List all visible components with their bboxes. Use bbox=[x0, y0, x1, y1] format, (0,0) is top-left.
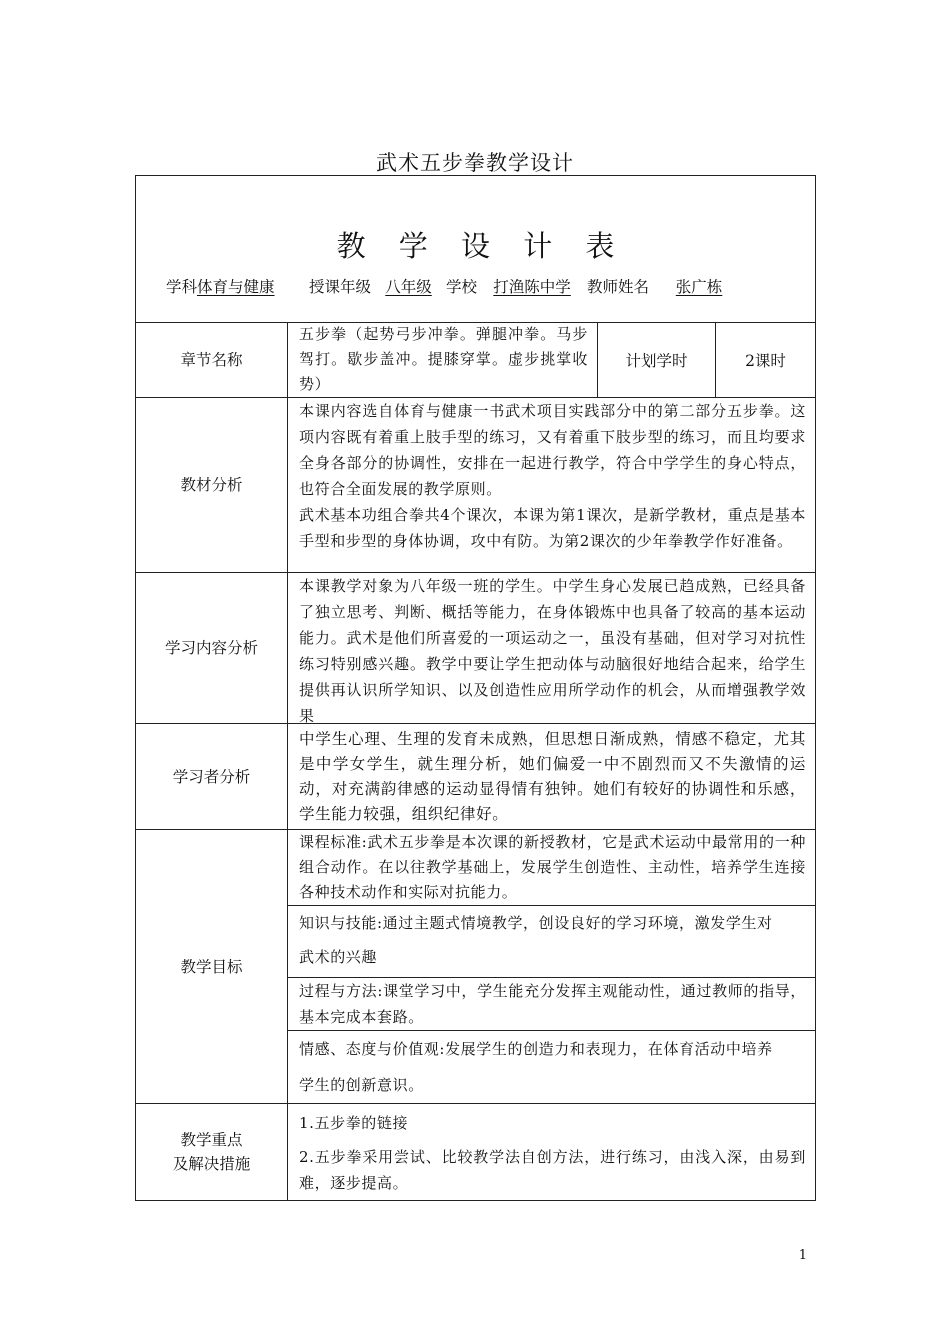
goal-attitude-body: 发展学生的创造力和表现力，在体育活动中培养 bbox=[445, 1040, 773, 1058]
plan-hours-value: 2课时 bbox=[745, 351, 786, 370]
goal-knowledge bbox=[288, 906, 815, 978]
learner-row bbox=[136, 724, 815, 830]
meta-line bbox=[166, 275, 749, 297]
subject-label: 学科 bbox=[166, 278, 198, 296]
key-points-label bbox=[136, 1104, 288, 1200]
chapter-label: 章节名称 bbox=[136, 322, 288, 397]
key-points-label-line2: 及解决措施 bbox=[172, 1155, 251, 1173]
teacher-label: 教师姓名 bbox=[587, 278, 650, 296]
goals-content bbox=[288, 830, 815, 1103]
key-points-row bbox=[136, 1104, 815, 1200]
key-point-1: 1.五步拳的链接 bbox=[299, 1114, 409, 1132]
key-points-label-line1: 教学重点 bbox=[180, 1131, 243, 1149]
chapter-row bbox=[136, 322, 815, 398]
goal-curriculum-body: 武术五步拳是本次课的新授教材，它是武术运动中最常用的一种组合动作。在以往教学基础上，发展学生创造性、主动性，培养学生连接各种技术动作和实际对抗能力。 bbox=[299, 833, 806, 901]
teacher-value: 张广栋 bbox=[675, 278, 723, 296]
school-value: 打渔陈中学 bbox=[493, 278, 571, 296]
material-content bbox=[288, 398, 815, 572]
grade-label: 授课年级 bbox=[309, 278, 372, 296]
school-label: 学校 bbox=[446, 278, 478, 296]
goal-curriculum-head: 课程标准: bbox=[299, 833, 368, 851]
goal-process bbox=[288, 978, 815, 1031]
table-title: 教 学 设 计 表 bbox=[336, 229, 627, 263]
content-analysis-label: 学习内容分析 bbox=[136, 573, 288, 723]
content-analysis-content bbox=[288, 573, 815, 723]
key-point-2: 2.五步拳采用尝试、比较教学法自创方法，进行练习，由浅入深，由易到难，逐步提高。 bbox=[299, 1148, 806, 1192]
key-points-content bbox=[288, 1104, 815, 1200]
content-analysis-text: 本课教学对象为八年级一班的学生。中学生身心发展已趋成熟，已经具备了独立思考、判断、概括等能力，在身体锻炼中也具备了较高的基本运动能力。武术是他们所喜爱的一项运动之一，虽没有基础，但对学习对抗性练习特别感兴趣。教学中要让学生把动体与动脑很好地结合起来，给学生提供再认识所学知识、以及创造性应用所学动作的机会，从而增强教学效果 bbox=[299, 577, 806, 725]
chapter-value bbox=[288, 322, 598, 397]
goal-attitude-head: 情感、态度与价值观: bbox=[299, 1040, 446, 1058]
goals-row bbox=[136, 830, 815, 1104]
chapter-text: 五步拳（起势弓步冲拳。弹腿冲拳。马步驾打。歇步盖冲。提膝穿掌。虚步挑掌收势） bbox=[299, 325, 588, 393]
goal-knowledge-body: 通过主题式情境教学，创设良好的学习环境，激发学生对 bbox=[382, 914, 773, 932]
plan-hours-label: 计划学时 bbox=[598, 322, 716, 397]
learner-text: 中学生心理、生理的发育未成熟，但思想日渐成熟，情感不稳定，尤其是中学女学生，就生理分析，她们偏爱一中不剧烈而又不失激情的运动，对充满韵律感的运动显得情有独钟。她们有较好的协调性和乐感，学生能力较强，组织纪律好。 bbox=[299, 730, 806, 823]
material-paragraph-1: 本课内容选自体育与健康一书武术项目实践部分中的第二部分五步拳。这项内容既有着重上肢手型的练习，又有着重下肢步型的练习，而且均要求全身各部分的协调性，安排在一起进行教学，符合中学学生的身心特点，也符合全面发展的教学原则。 bbox=[299, 402, 806, 498]
goals-label: 教学目标 bbox=[136, 830, 288, 1103]
page-number: 1 bbox=[798, 1248, 807, 1263]
material-paragraph-2: 武术基本功组合拳共4个课次，本课为第1课次，是新学教材，重点是基本手型和步型的身体协调，攻中有防。为第2课次的少年拳教学作好准备。 bbox=[299, 506, 806, 550]
goal-attitude-body-cont: 学生的创新意识。 bbox=[299, 1076, 424, 1094]
material-row bbox=[136, 398, 815, 573]
grade-value: 八年级 bbox=[385, 278, 432, 296]
lesson-plan-table bbox=[135, 175, 816, 1201]
goal-knowledge-head: 知识与技能: bbox=[299, 914, 383, 932]
table-header bbox=[136, 176, 815, 323]
goal-attitude bbox=[288, 1031, 815, 1104]
goal-process-body: 课堂学习中，学生能充分发挥主观能动性，通过教师的指导，基本完成本套路。 bbox=[299, 982, 807, 1026]
learner-content bbox=[288, 724, 815, 829]
learner-label: 学习者分析 bbox=[136, 724, 288, 829]
goal-process-head: 过程与方法: bbox=[299, 982, 383, 1000]
goal-knowledge-body-cont: 武术的兴趣 bbox=[299, 948, 378, 966]
goal-curriculum bbox=[288, 830, 815, 906]
document-title: 武术五步拳教学设计 bbox=[376, 151, 574, 175]
material-label: 教材分析 bbox=[136, 398, 288, 572]
content-analysis-row bbox=[136, 573, 815, 724]
subject-value: 体育与健康 bbox=[197, 278, 275, 296]
